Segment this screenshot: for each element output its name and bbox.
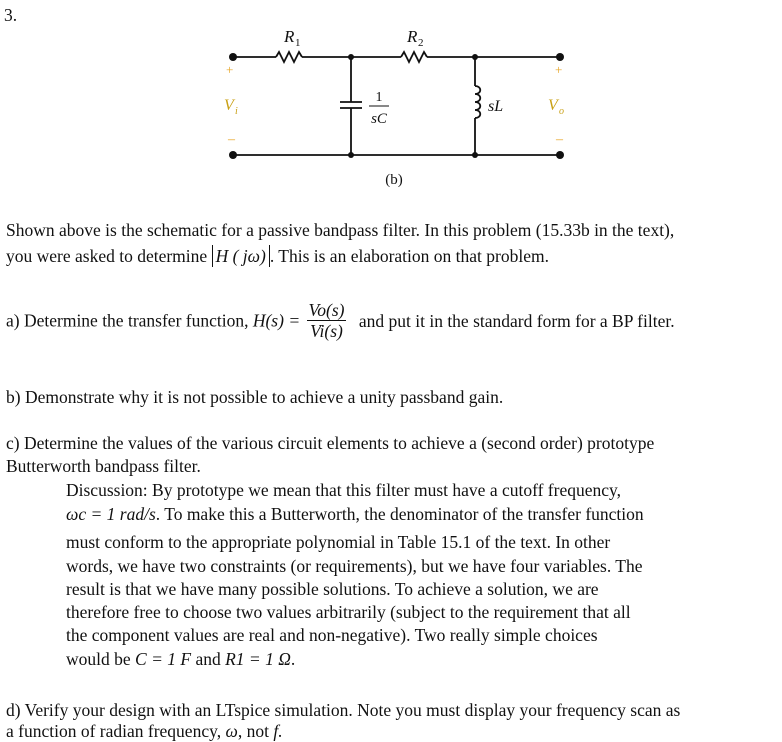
discussion-line-2 [66, 503, 644, 525]
part-d-line-2 [6, 720, 283, 742]
part-c-line-2: Butterworth bandpass filter. [6, 456, 201, 476]
vi-minus: – [228, 132, 235, 147]
problem-number: 3. [4, 5, 18, 25]
transfer-function-lhs: H(s) = [252, 310, 301, 331]
vo-sub: o [559, 106, 564, 117]
transfer-function-fraction [307, 300, 347, 341]
part-c-line-1: c) Determine the values of the various circuit elements to achieve a (second order) prototype [6, 433, 655, 453]
inductor-coil [475, 86, 480, 118]
discussion-line-7: the component values are real and non-negative). Two really simple choices [66, 625, 598, 645]
discussion-line-2-after: . To make this a Butterworth, the denominator of the transfer function [155, 504, 644, 524]
node-ind-bottom [472, 152, 478, 158]
discussion-line-1: Discussion: By prototype we mean that this filter must have a cutoff frequency, [66, 480, 622, 500]
r1-label: R [284, 27, 295, 46]
terminal-vo-top [556, 53, 564, 61]
discussion-line-3: must conform to the appropriate polynomial in Table 15.1 of the text. In other [66, 532, 611, 552]
node-ind-top [472, 54, 478, 60]
discussion-line-8-before: would be [66, 649, 131, 669]
part-d-line-2-mid: , not [237, 721, 269, 741]
vo-minus: – [556, 132, 563, 147]
discussion-line-8-and: and [195, 649, 221, 669]
fraction-numerator: Vo(s) [308, 300, 345, 320]
figure-caption: (b) [385, 172, 403, 188]
intro-line-2-before: you were asked to determine [6, 246, 208, 266]
vi-label: V [224, 97, 234, 114]
inductor-label: sL [488, 98, 504, 115]
terminal-vi-top [229, 53, 237, 61]
discussion-line-8-end: . [290, 649, 296, 669]
resistor-r1 [276, 52, 302, 62]
r2-sub: 2 [418, 37, 424, 49]
r2-label: R [407, 27, 418, 46]
terminal-vi-bottom [229, 151, 237, 159]
h-jw-magnitude: H ( jω) [212, 245, 270, 267]
part-d-line-2-before: a function of radian frequency, [6, 721, 222, 741]
part-d-line-1: d) Verify your design with an LTspice simulation. Note you must display your frequency scan as [6, 700, 681, 720]
vi-sub: i [235, 106, 238, 117]
node-cap-bottom [348, 152, 354, 158]
vo-plus: + [555, 62, 563, 77]
circuit-schematic [0, 0, 782, 200]
part-b: b) Demonstrate why it is not possible to achieve a unity passband gain. [6, 387, 504, 407]
discussion-line-6: therefore free to choose two values arbitrarily (subject to the requirement that all [66, 602, 631, 622]
terminal-vo-bottom [556, 151, 564, 159]
r1-sub: 1 [295, 37, 301, 49]
discussion-line-4: words, we have two constraints (or requirements), but we have four variables. The [66, 556, 643, 576]
resistor-choice: R1 = 1 Ω [225, 649, 291, 669]
vi-plus: + [226, 62, 234, 77]
vo-label: V [548, 97, 558, 114]
cap-num: 1 [375, 90, 383, 105]
part-a-after: and put it in the standard form for a BP filter. [358, 310, 675, 331]
intro-line-2 [6, 245, 549, 267]
f-symbol: f. [273, 721, 283, 741]
fraction-denominator: Vi(s) [310, 321, 343, 341]
node-cap-top [348, 54, 354, 60]
cutoff-frequency-expr: ωc = 1 rad/s [66, 504, 156, 524]
intro-line-1: Shown above is the schematic for a passive bandpass filter. In this problem (15.33b in the text), [6, 220, 675, 240]
cap-den: sC [371, 111, 387, 127]
discussion-line-8 [66, 648, 295, 670]
resistor-r2 [401, 52, 427, 62]
part-a-before: a) Determine the transfer function, [6, 310, 249, 331]
intro-line-2-after: . This is an elaboration on that problem. [269, 246, 549, 266]
capacitor-choice: C = 1 F [135, 649, 192, 669]
omega-symbol: ω [225, 721, 238, 741]
discussion-line-5: result is that we have many possible solutions. To achieve a solution, we are [66, 579, 599, 599]
part-a [6, 300, 675, 341]
